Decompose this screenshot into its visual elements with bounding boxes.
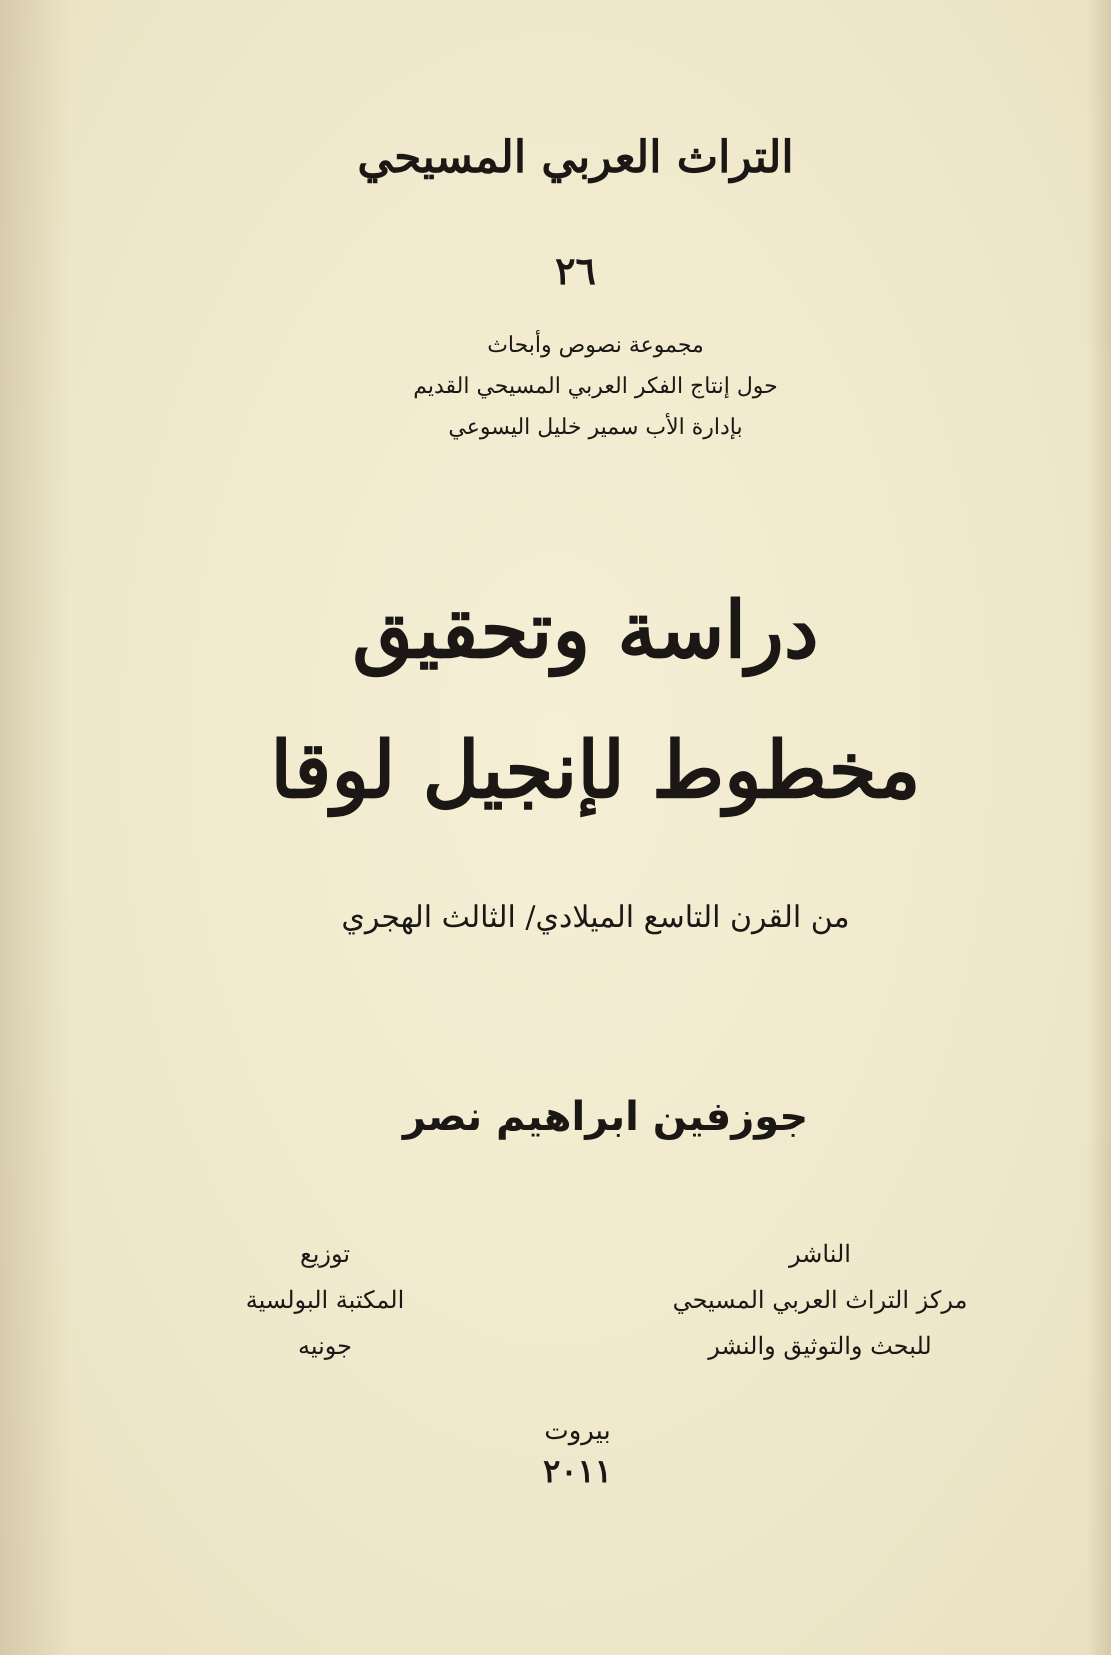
series-number: ٢٦ [555, 248, 596, 293]
distribution-block [115, 1240, 535, 1400]
imprint-year: ٢٠١١ [543, 1452, 612, 1490]
imprint-city: بيروت [544, 1416, 611, 1446]
publisher-line: مركز التراث العربي المسيحي [672, 1286, 968, 1314]
series-description-line: حول إنتاج الفكر العربي المسيحي القديم [413, 374, 778, 399]
publisher-block [610, 1240, 1030, 1400]
distribution-line: المكتبة البولسية [245, 1286, 405, 1314]
series-title: التراث العربي المسيحي [357, 132, 794, 183]
series-description-line: بإدارة الأب سمير خليل اليسوعي [448, 415, 743, 440]
book-subtitle: من القرن التاسع الميلادي/ الثالث الهجري [341, 900, 850, 935]
series-description-line: مجموعة نصوص وأبحاث [487, 333, 704, 358]
book-title-line: دراسة وتحقيق [352, 585, 819, 676]
distribution-line: جونيه [297, 1332, 353, 1360]
publisher-heading: الناشر [789, 1240, 851, 1268]
book-title-line: مخطوط لإنجيل لوقا [270, 725, 921, 816]
distribution-heading: توزيع [299, 1240, 351, 1268]
publisher-line: للبحث والتوثيق والنشر [708, 1332, 932, 1360]
author-name: جوزفين ابراهيم نصر [402, 1094, 809, 1140]
